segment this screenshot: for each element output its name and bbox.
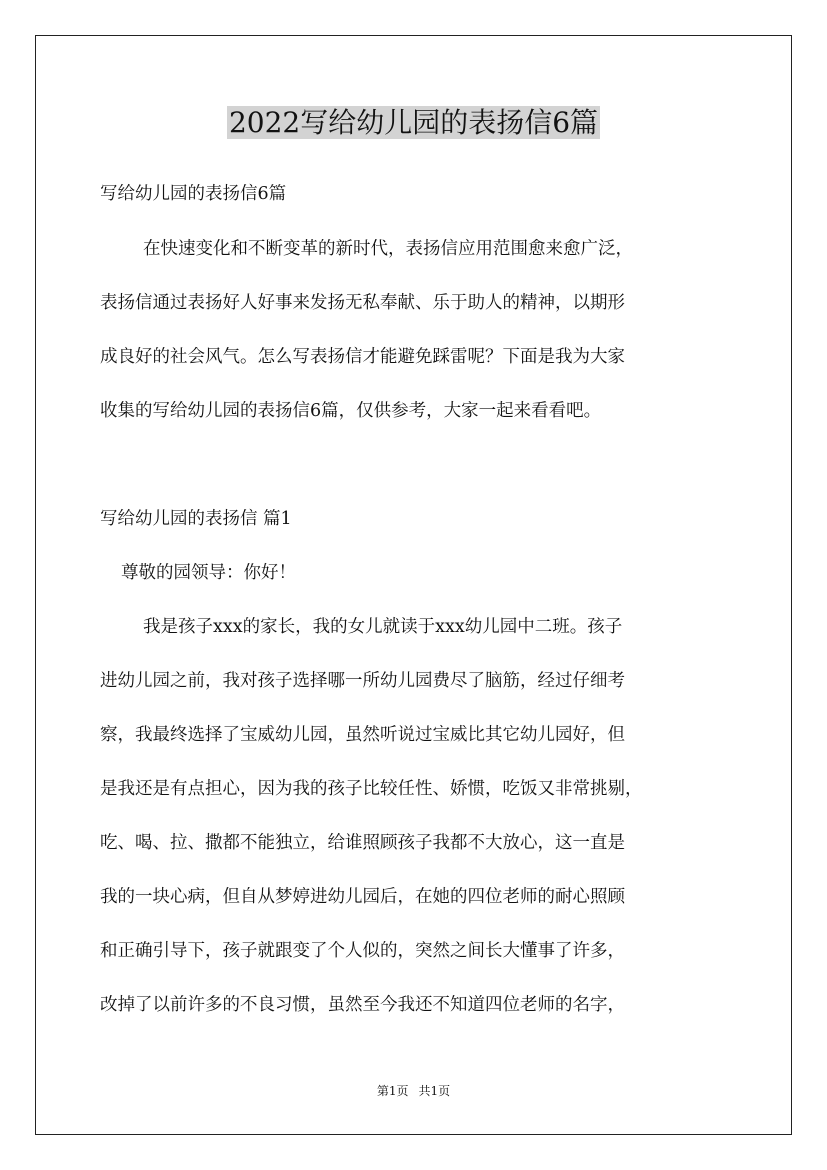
page-number-total: 共1页 xyxy=(418,1084,451,1098)
intro-line: 成良好的社会风气。怎么写表扬信才能避免踩雷呢？下面是我为大家 xyxy=(100,347,625,367)
section-heading: 写给幼儿园的表扬信 篇1 xyxy=(100,509,292,529)
body-line: 吃、喝、拉、撒都不能独立，给谁照顾孩子我都不大放心，这一直是 xyxy=(100,833,625,853)
body-line: 我是孩子xxx的家长，我的女儿就读于xxx幼儿园中二班。孩子 xyxy=(143,617,623,637)
document-subtitle: 写给幼儿园的表扬信6篇 xyxy=(100,184,287,204)
greeting: 尊敬的园领导：你好！ xyxy=(121,563,296,583)
body-line: 是我还是有点担心，因为我的孩子比较任性、娇惯，吃饭又非常挑剔， xyxy=(100,779,643,799)
body-line: 察，我最终选择了宝威幼儿园，虽然听说过宝威比其它幼儿园好，但 xyxy=(100,725,625,745)
body-line: 我的一块心病，但自从梦婷进幼儿园后，在她的四位老师的耐心照顾 xyxy=(100,887,625,907)
page-number-current: 第1页 xyxy=(376,1084,409,1098)
document-title xyxy=(0,103,827,143)
document-title-text: 2022写给幼儿园的表扬信6篇 xyxy=(228,106,599,139)
page-footer xyxy=(0,1083,827,1099)
intro-line: 表扬信通过表扬好人好事来发扬无私奉献、乐于助人的精神，以期形 xyxy=(100,293,625,313)
intro-line: 收集的写给幼儿园的表扬信6篇，仅供参考，大家一起来看看吧。 xyxy=(100,401,602,421)
body-line: 和正确引导下，孩子就跟变了个人似的，突然之间长大懂事了许多， xyxy=(100,941,625,961)
body-line: 进幼儿园之前，我对孩子选择哪一所幼儿园费尽了脑筋，经过仔细考 xyxy=(100,671,625,691)
body-line: 改掉了以前许多的不良习惯，虽然至今我还不知道四位老师的名字， xyxy=(100,995,625,1015)
intro-line: 在快速变化和不断变革的新时代，表扬信应用范围愈来愈广泛， xyxy=(143,239,633,259)
